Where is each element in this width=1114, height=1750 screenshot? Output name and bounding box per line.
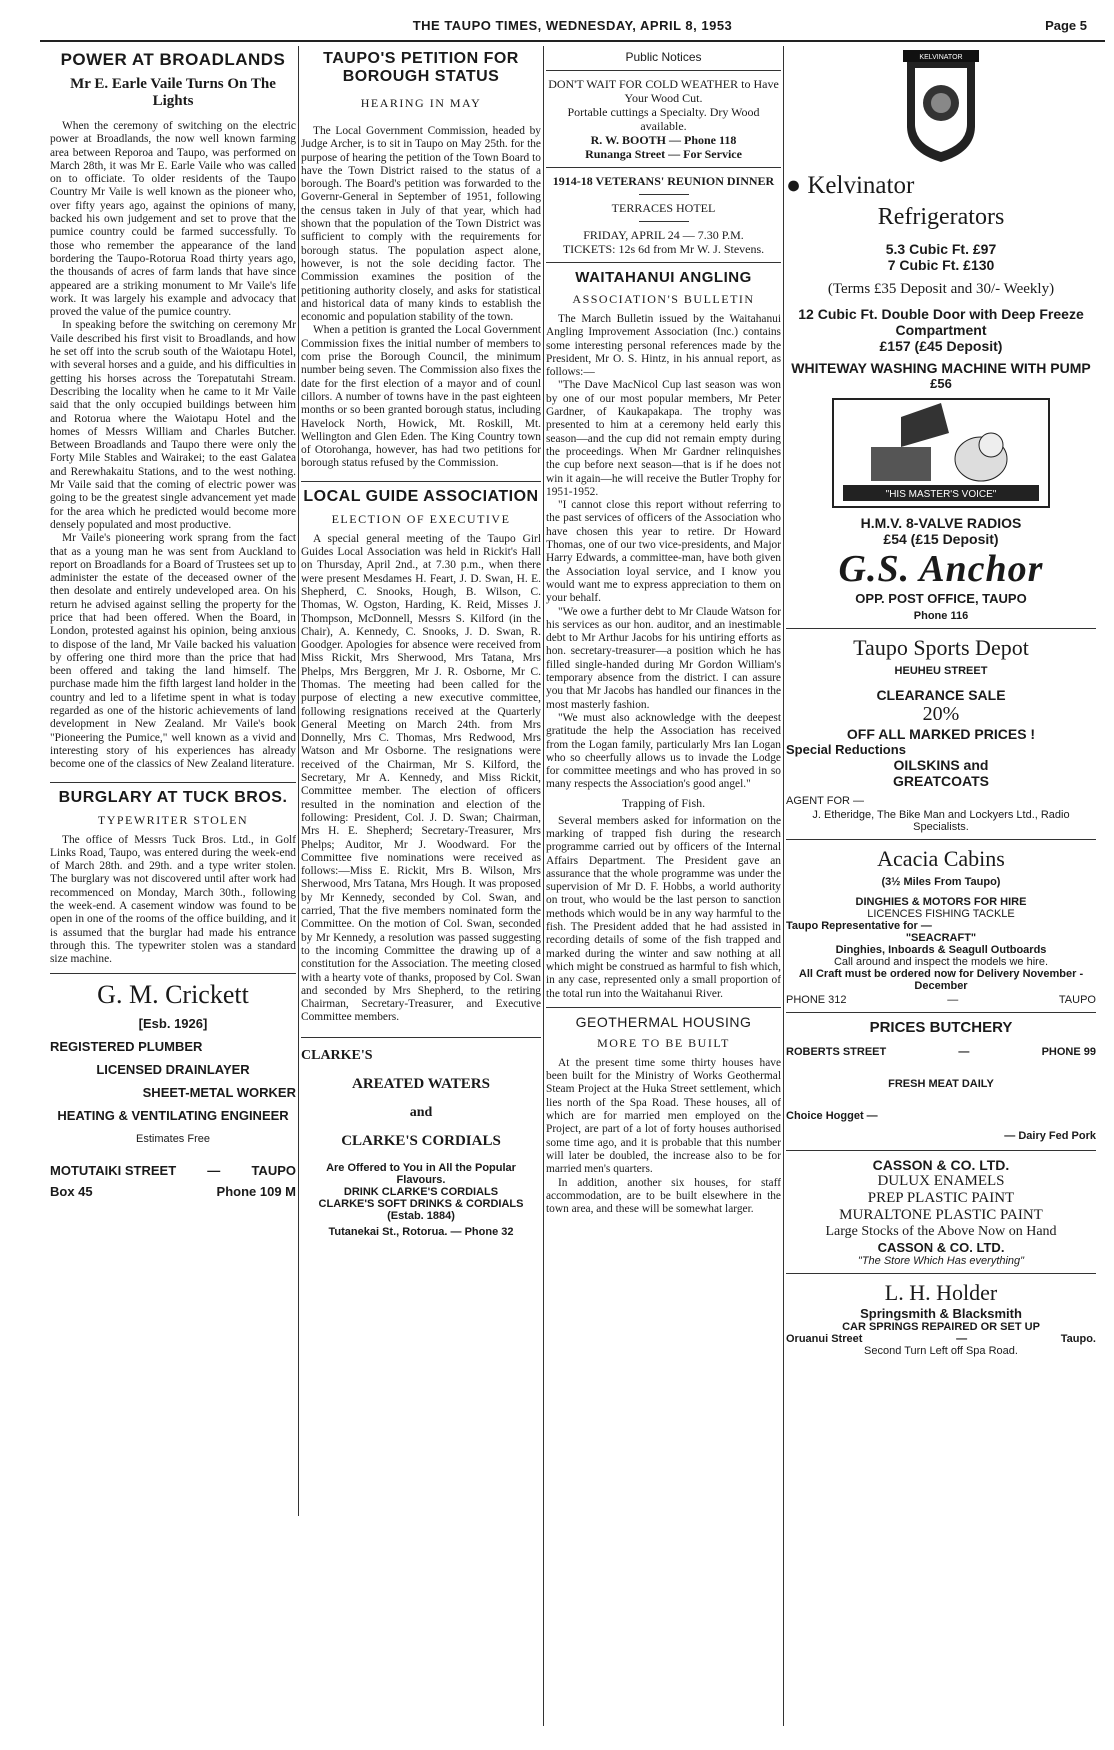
- ad-line: 5.3 Cubic Ft. £97: [885, 241, 997, 257]
- ad-line: £157 (£45 Deposit): [879, 338, 1003, 354]
- ad-line: Are Offered to You in All the Popular Flavours.: [326, 1161, 516, 1186]
- ad-line: CLARKE'S SOFT DRINKS & CORDIALS: [318, 1197, 524, 1210]
- column-rule: [543, 46, 544, 1726]
- ad-line: AGENT FOR —: [786, 795, 865, 807]
- ad-phone: PHONE 99: [1041, 1046, 1096, 1058]
- ad-line: WHITEWAY WASHING MACHINE WITH PUMP: [791, 360, 1091, 376]
- ad-line: Choice Hogget —: [786, 1110, 878, 1122]
- ad-line: (Estab. 1884): [387, 1209, 455, 1222]
- divider: [786, 1150, 1096, 1151]
- ad-line: HEATING & VENTILATING ENGINEER: [57, 1107, 289, 1123]
- short-rule: [639, 194, 689, 195]
- divider: [301, 481, 541, 482]
- ad-line: OPP. POST OFFICE, TAUPO: [855, 591, 1027, 606]
- article-paragraph: In addition, another six houses, for staff accommodation, are to be built elsewhere in the town area, and these will be somewhat larger.: [546, 1176, 781, 1216]
- divider: [50, 973, 296, 974]
- article-paragraph: "We owe a further debt to Mr Claude Watson for his services as our hon. auditor, and an inestimable debt to Mr Arthur Jacobs for his untiring efforts as hon. secretary-treasurer—a position which he has filled single-handed during Mr Gordon William's temporary absence from the district. I can assure you that Mr Jacobs has handled our finances in the most masterly fashion.: [546, 605, 781, 711]
- ad-line: 7 Cubic Ft. £130: [887, 257, 995, 273]
- notice-body: Portable cuttings a Specialty. Dry Wood available.: [567, 105, 760, 133]
- ad-line: Special Reductions: [786, 742, 906, 757]
- notice-place: TERRACES HOTEL: [611, 201, 716, 215]
- subhead-hearing: HEARING IN MAY: [360, 96, 482, 110]
- headline-angling: WAITAHANUI ANGLING: [575, 269, 752, 286]
- column-4: [786, 48, 1096, 1730]
- ad-line: 12 Cubic Ft. Double Door with Deep Freeze Compartment: [798, 306, 1084, 338]
- article-paragraph: The Local Government Commission, headed by Judge Archer, is to sit in Taupo on May 25th. for the purpose of hearing the petition of the Town Board to have the Town District raised to the status of a borough. The Board's petition was forwarded to the Governr-General in September of 1951, following the census taken in July of that year, which had shown that the population of the Town District was sufficient to comply with the requirements for borough status. The population aspect alone, however, is not the sole deciding factor. The Commission examines the position of the petitioning authority closely, and asks for statistical and historical data of many kinds to establish the economic and population stability of the town.: [301, 125, 541, 324]
- ad-line: MURALTONE PLASTIC PAINT: [839, 1207, 1043, 1223]
- headline-guide: LOCAL GUIDE ASSOCIATION: [303, 487, 539, 505]
- ad-line: OFF ALL MARKED PRICES !: [846, 726, 1036, 742]
- ad-line: Dinghies, Inboards & Seagull Outboards: [835, 944, 1047, 956]
- ad-clarkes: [301, 1048, 541, 1238]
- top-rule: [40, 40, 1105, 42]
- ad-phone: Phone 109 M: [216, 1183, 296, 1199]
- divider: [786, 839, 1096, 840]
- column-3: [546, 48, 781, 1730]
- notice-addr: Runanga Street — For Service: [585, 147, 742, 161]
- subhead-vaile: Mr E. Earle Vaile Turns On The Lights: [70, 76, 276, 109]
- divider: [786, 628, 1096, 629]
- article-paragraph: When the ceremony of switching on the electric power at Broadlands, the now well known farming area between Reporoa and Taupo, was performed on March 28th, it was Mr E. Earle Vaile who was called on to officiate. To older residents of the Taupo Country Mr Vaile is well known as the pioneer who, over fifty years ago, against the opinions of many, backed his own judgement and set to prove that the pumice country could be farmed successfully. To those who remember the appearance of the land bordering the Taupo-Rotorua Road thirty years ago, the thousands of acres of farm lands that have since appeared are a striking monument to Mr Vaile's life work. It was largely his example and advocacy that proved the value of the pumice country.: [50, 120, 296, 319]
- ad-line: Call around and inspect the models we hire.: [833, 956, 1048, 968]
- public-notices-head: Public Notices: [625, 50, 702, 64]
- notice-title: 1914-18 VETERANS' REUNION DINNER: [552, 174, 775, 188]
- ad-line: DINGHIES & MOTORS FOR HIRE: [855, 896, 1027, 908]
- ad-line: AREATED WATERS: [352, 1075, 490, 1092]
- ad-line: CLEARANCE SALE: [876, 687, 1006, 703]
- ad-line: CLARKE'S: [301, 1047, 373, 1063]
- divider: [50, 782, 296, 783]
- prices-title: PRICES BUTCHERY: [869, 1019, 1013, 1036]
- ad-line: Springsmith & Blacksmith: [860, 1306, 1022, 1321]
- headline-burglary: BURGLARY AT TUCK BROS.: [58, 788, 288, 806]
- ad-line: and: [409, 1104, 433, 1120]
- sports-depot-title: Taupo Sports Depot: [853, 635, 1029, 660]
- ad-line: FRESH MEAT DAILY: [888, 1078, 994, 1090]
- ad-line: CASSON & CO. LTD.: [877, 1240, 1005, 1255]
- ad-phone: PHONE 312: [786, 994, 847, 1006]
- ad-crickett: [50, 980, 296, 1199]
- ad-street: MOTUTAIKI STREET: [50, 1162, 177, 1178]
- notice-tickets: TICKETS: 12s 6d from Mr W. J. Stevens.: [562, 242, 765, 256]
- article-paragraph: Several members asked for information on the marking of trapped fish during the research programme carried out by officers of the Internal Affairs Department. The President gave an assurance that the whole programme was under the supervision of Mr D. F. Hobbs, a world authority on trout, who would be the last person to sanction methods which would be in any way harmful to the fish. The President added that he had assisted in recording details of some of the fish trapped and marked during the winter and saw nothing at all which might be construed as harmful to fish which, in any case, represented only a small proportion of the total run into the Waitahanui River.: [546, 814, 781, 1000]
- article-paragraph: When a petition is granted the Local Government Commission fixes the initial number of members to com prise the Borough Council, the minimum number being seven. The Commission also fixes the date for the first election of a mayor and of counl cillors. A number of towns have in the past eighteen months or so been granted borough status, including Havelock North, Howick, Mt. Roskill, Mt. Wellington and Glen Eden. The King Country town of Otorohanga, however, has had two petitions for borough status refused by the Commission.: [301, 324, 541, 470]
- ad-town: Taupo.: [1060, 1333, 1096, 1345]
- ad-line: All Craft must be ordered now for Delivery November - December: [798, 968, 1084, 992]
- subhead-more: MORE TO BE BUILT: [597, 1035, 730, 1050]
- ad-line: DULUX ENAMELS: [877, 1173, 1005, 1189]
- holder-address: [786, 1333, 1096, 1345]
- hmv-logo-text: "HIS MASTER'S VOICE": [885, 489, 997, 500]
- ad-line: OILSKINS and: [893, 757, 989, 773]
- subhead-election: ELECTION OF EXECUTIVE: [331, 511, 511, 526]
- column-rule: [783, 46, 784, 1726]
- subhead-bulletin: ASSOCIATION'S BULLETIN: [572, 292, 755, 306]
- ad-dash: —: [956, 1333, 968, 1345]
- notice-title: DON'T WAIT FOR COLD WEATHER to Have Your Wood Cut.: [548, 77, 779, 105]
- subhead-typewriter: TYPEWRITER STOLEN: [97, 812, 249, 827]
- acacia-title: Acacia Cabins: [877, 846, 1005, 871]
- ad-line: GREATCOATS: [893, 773, 989, 789]
- kelvinator-subtitle: Refrigerators: [877, 204, 1005, 230]
- divider: [786, 1273, 1096, 1274]
- ad-address: [50, 1163, 296, 1178]
- ad-line: £56: [930, 376, 952, 391]
- ad-line: SHEET-METAL WORKER: [142, 1084, 296, 1100]
- ad-line: 20%: [922, 703, 960, 725]
- subhead-trapping: Trapping of Fish.: [621, 795, 706, 810]
- kelvinator-logo: [901, 48, 981, 166]
- ad-dash: —: [207, 1162, 221, 1178]
- ad-line: LICENCES FISHING TACKLE: [867, 908, 1015, 920]
- article-paragraph: "I cannot close this report without referring to the past services of officers of the Association who have chosen this year to retire. Dr Howard Thomas, one of our two vice-presidents, and Major Harry Edwards, a committee-man, have both given the Association loyal service, and I know you would want me to express appreciation to them on your behalf.: [546, 499, 781, 605]
- acacia-phone: [786, 994, 1096, 1006]
- divider: [546, 262, 781, 263]
- ad-line: Taupo Representative for —: [786, 920, 932, 932]
- article-paragraph: A special general meeting of the Taupo Girl Guides Local Association was held in Rickit's Hall on Thursday, April 2nd., at 7.30 p.m., when there were present Mesdames H. Feart, J. D. Swan, H. E. Shepherd, C. Snooks, Hough, B. Wilson, C. Thomas, W. Ogston, Harding, K. Reid, Misses J. Thompson, McDonnell, Messrs S. Kilford (in the Chair), A. Kennedy, C. Snooks, J. D. Swan, R. Goodger. Apologies for absence were received from Miss Rickit, Mrs Sherwood, Mrs Tatana, Mrs Phelps, Mrs Berggren, Mr J. R. Osborne, Mr C. Thomas. The meeting had been called for the purpose of electing a new executive committee, following resignations received at the Quarterly General Meeting on March 24th. from Mrs Donnelly, Mrs C. Thomas, Mrs Redwood, Mrs Watson and Mr Osborne. The resignations were received of the Chairman, Mr S. Kilford, the Secretary, Mr A. Kennedy, and Miss Rickit, Committee member. The election of officers resulted in the nomination and election of the following: President, Col. J. D. Swan; Chairman, Mrs H. E. Shepherd; Secretary-Treasurer, Mrs Phelps; Auditor, Mr J. Woodward. For the Committee five nominations were received as follows:—Miss E. Rickit, Mrs B. Wilson, Mrs Sherwood, Mrs Tatana, Mrs Hough. It was proposed by Mr Kennedy, seconded by Col. Swan, and carried, That the five members nominated form the Committee. On the motion of Col. Swan, seconded by Mr Kennedy, a resolution was passed suggesting to the incoming Committee the drawing up of a constitution for the Association. The meeting closed with a hearty vote of thanks, proposed by Col. Swan and seconded by Mrs Shepherd, to the retiring Chairman, Secretary-Treasurer, and Executive Committee members.: [301, 532, 541, 1024]
- masthead-title: THE TAUPO TIMES, WEDNESDAY, APRIL 8, 1953: [412, 18, 733, 33]
- ad-line: (3½ Miles From Taupo): [881, 876, 1001, 888]
- ad-street: Oruanui Street: [786, 1333, 863, 1345]
- column-rule: [298, 46, 299, 1516]
- ad-line: HEUHEU STREET: [894, 665, 988, 677]
- divider: [301, 1037, 541, 1038]
- column-1: [50, 48, 296, 1730]
- ad-line: "SEACRAFT": [905, 932, 977, 944]
- page-number: Page 5: [1045, 18, 1087, 33]
- ad-kelvinator-title: ● Kelvinator: [786, 172, 915, 199]
- divider: [546, 70, 781, 71]
- ad-line: H.M.V. 8-VALVE RADIOS: [860, 515, 1022, 531]
- article-paragraph: The office of Messrs Tuck Bros. Ltd., in Golf Links Road, Taupo, was entered during the week-end of March 28th. and 29th. and a type writer stolen. The burglary was not discovered until after work had recommenced on Monday, March 30th., following the week-end. A casement window was found to be open in one of the rooms of the office building, and it is assumed that the burglar had made his entrance through this. The typewriter stolen was a standard size machine.: [50, 833, 296, 966]
- column-2: [301, 48, 541, 1730]
- ad-box: Box 45: [50, 1183, 93, 1199]
- holder-title: L. H. Holder: [884, 1280, 998, 1305]
- ad-dash: —: [947, 994, 959, 1006]
- ad-line: REGISTERED PLUMBER: [50, 1038, 203, 1054]
- article-paragraph: The March Bulletin issued by the Waitahanui Angling Improvement Association (Inc.) contains some interesting personal references made by the President, Mr O. S. Hintz, in his annual report, as follows:—: [546, 313, 781, 379]
- notice-date: FRIDAY, APRIL 24 — 7.30 P.M.: [583, 228, 744, 242]
- ad-line: £54 (£15 Deposit): [883, 531, 999, 547]
- notice-name: R. W. BOOTH — Phone 118: [590, 133, 737, 147]
- masthead: [40, 14, 1105, 38]
- ad-line: "The Store Which Has everything": [857, 1255, 1025, 1267]
- ad-line: PREP PLASTIC PAINT: [867, 1190, 1015, 1206]
- ad-line: — Dairy Fed Pork: [1004, 1130, 1096, 1142]
- short-rule: [639, 221, 689, 222]
- headline-petition: TAUPO'S PETITION FOR BOROUGH STATUS: [323, 50, 519, 85]
- divider: [786, 1012, 1096, 1013]
- article-paragraph: "The Dave MacNicol Cup last season was won by one of our most popular members, Mr Peter Gardner, of Kaukapakapa. The trophy was presented to him at a ceremony held early this season—and the cup did not remain empty during the proceedings. When Mr Gardner relinquishes the cup before next season—that is if he does not win it again—he will receive the Butler Trophy for 1951-1952.: [546, 379, 781, 498]
- kelvinator-logo-text: KELVINATOR: [919, 54, 963, 61]
- ad-town: TAUPO: [1058, 994, 1096, 1006]
- ad-line: [Esb. 1926]: [138, 1015, 208, 1031]
- ad-line: DRINK CLARKE'S CORDIALS: [343, 1185, 499, 1198]
- his-masters-voice-logo: [831, 397, 1051, 509]
- ad-line: CLARKE'S CORDIALS: [341, 1132, 501, 1149]
- ad-line: (Terms £35 Deposit and 30/- Weekly): [827, 281, 1055, 297]
- kelvinator-title: Kelvinator: [807, 172, 915, 199]
- headline-geothermal: GEOTHERMAL HOUSING: [575, 1013, 752, 1030]
- ad-contact: [50, 1184, 296, 1199]
- ad-street: ROBERTS STREET: [786, 1046, 887, 1058]
- anchor-logo: G.S. Anchor: [838, 548, 1044, 590]
- headline-power: POWER AT BROADLANDS: [60, 50, 286, 69]
- article-paragraph: At the present time some thirty houses have been built for the Ministry of Works Geothermal Steam Project at the Huka Street settlement, which lies north of the Spa Road. These houses, all of which are for married men employed on the Project, are part of a lot of forty houses authorised some time ago, and it is probable that this number will later be doubled, the increase also to be for married men's quarters.: [546, 1056, 781, 1176]
- ad-line: LICENSED DRAINLAYER: [96, 1061, 250, 1077]
- divider: [546, 167, 781, 168]
- article-paragraph: In speaking before the switching on ceremony Mr Vaile described his first visit to Broadlands, and how he set off into the scrub south of the Waiotapu Hotel, with several horses and a guide, and his difficulties in getting his horses across the Torepatutahi Stream. Describing the locality when he came to it Mr Vaile said that the only occupied buildings between him and Rotorua where the Waiotapu Hotel and the homes of Messrs William and Charles Butcher. Between Broadlands and Taupo there were only the Forty Mile Stables and Wairakei; to the east Galatea and Rerewhakaitu Stations, and to the west nothing. Mr Vaile said that the coming of electric power was going to be the greatest single advancement yet made for the area which he predicted would become more densely populated and most productive.: [50, 319, 296, 531]
- ad-town: TAUPO: [251, 1162, 296, 1178]
- ad-line: Large Stocks of the Above Now on Hand: [825, 1224, 1057, 1239]
- ad-line: Second Turn Left off Spa Road.: [864, 1345, 1018, 1357]
- ad-line: Tutanekai St., Rotorua. — Phone 32: [328, 1225, 514, 1238]
- ad-line: Phone 116: [913, 610, 969, 622]
- article-paragraph: "We must also acknowledge with the deepest gratitude the help the Association has received from the Logan family, particularly Mrs Ian Logan who so cheerfully allows us to invade the Lodge for committee meetings and who has proved in so many respects the Association's good angel.": [546, 711, 781, 791]
- ad-line: CASSON & CO. LTD.: [872, 1157, 1010, 1173]
- ad-line: CAR SPRINGS REPAIRED OR SET UP: [842, 1321, 1040, 1333]
- ad-line: J. Etheridge, The Bike Man and Lockyers Ltd., Radio Specialists.: [812, 809, 1070, 833]
- ad-line: Estimates Free: [136, 1132, 210, 1145]
- article-paragraph: Mr Vaile's pioneering work sprang from the fact that as a young man he was sent from Auckland to report on Broadlands for a Board of Trustees set up to administer the estate of the deceased owner of the then desolate and entirely undeveloped area. On his return he advised against selling the property for the price that had been offered. When the Board, in London, protested against his opinion, being anxious to dispose of the land, Mr Vaile backed his valuation by offering one third more than the price that had been offered and taking the land himself. The purchase made him the fifth largest land holder in the country and led to a lifetime spent in what is today regarded as one of the historic achievements of land development in New Zealand. Mr Vaile's book "Pioneering the Pumice," well known as a vivid and interesting story of his experiences has already become one of the classics of New Zealand literature.: [50, 532, 296, 771]
- ad-dash: —: [958, 1046, 970, 1058]
- prices-address: [786, 1046, 1096, 1058]
- divider: [546, 1007, 781, 1008]
- ad-name: G. M. Crickett: [97, 979, 249, 1009]
